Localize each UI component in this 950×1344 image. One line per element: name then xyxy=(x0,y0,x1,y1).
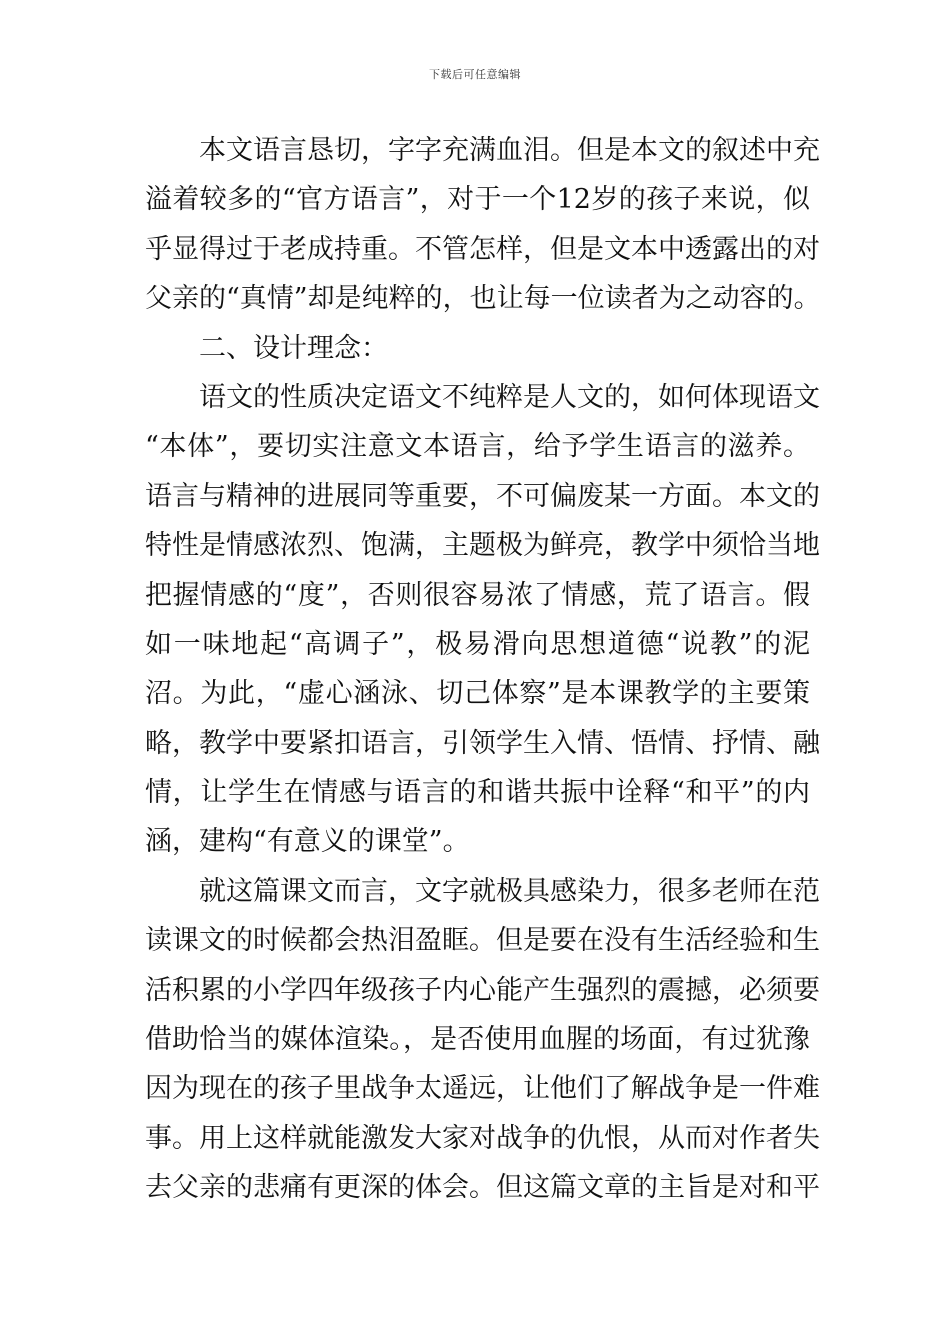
page-header: 下载后可任意编辑 xyxy=(429,68,521,81)
text-line: 借助恰当的媒体渲染。，是否使用血腥的场面，有过犹豫 xyxy=(145,1024,810,1056)
text-line: 去父亲的悲痛有更深的体会。但这篇文章的主旨是对和平 xyxy=(145,1172,820,1204)
paragraph xyxy=(145,373,820,867)
text-line: 父亲的“真情”却是纯粹的，也让每一位读者为之动容的。 xyxy=(145,283,821,315)
paragraph xyxy=(145,126,821,324)
text-line: 语文的性质决定语文不纯粹是人文的，如何体现语文 xyxy=(199,381,820,413)
text-line: 事。用上这样就能激发大家对战争的仇恨，从而对作者失 xyxy=(145,1122,820,1154)
text-line: 如一味地起“高调子”，极易滑向思想道德“说教”的泥 xyxy=(145,628,810,660)
text-line: 本文语言恳切，字字充满血泪。但是本文的叙述中充 xyxy=(199,135,820,166)
text-line: 把握情感的“度”，否则很容易浓了情感，荒了语言。假 xyxy=(145,579,810,611)
text-line: 因为现在的孩子里战争太遥远，让他们了解战争是一件难 xyxy=(145,1073,820,1105)
text-line: 略，教学中要紧扣语言，引领学生入情、悟情、抒情、融 xyxy=(145,727,820,759)
text-line: 就这篇课文而言，文字就极具感染力，很多老师在范 xyxy=(199,875,820,907)
text-line: 乎显得过于老成持重。不管怎样，但是文本中透露出的对 xyxy=(145,233,820,265)
text-line: 二、设计理念： xyxy=(199,332,388,364)
text-line: 情，让学生在情感与语言的和谐共振中诠释“和平”的内 xyxy=(145,777,810,809)
paragraph xyxy=(145,867,820,1213)
text-line: “本体”，要切实注意文本语言，给予学生语言的滋养。 xyxy=(145,431,810,463)
text-line: 读课文的时候都会热泪盈眶。但是要在没有生活经验和生 xyxy=(145,925,820,957)
text-line: 特性是情感浓烈、饱满，主题极为鲜亮，教学中须恰当地 xyxy=(145,530,820,562)
document-body xyxy=(145,126,821,1213)
text-line: 涵，建构“有意义的课堂”。 xyxy=(145,826,470,858)
text-line: 溢着较多的“官方语言”，对于一个12岁的孩子来说，似 xyxy=(145,184,810,216)
text-line: 沼。为此，“虚心涵泳、切己体察”是本课教学的主要策 xyxy=(145,678,810,710)
section-heading xyxy=(145,324,810,373)
text-line: 活积累的小学四年级孩子内心能产生强烈的震撼，必须要 xyxy=(145,974,820,1006)
text-line: 语言与精神的进展同等重要，不可偏废某一方面。本文的 xyxy=(145,480,820,512)
